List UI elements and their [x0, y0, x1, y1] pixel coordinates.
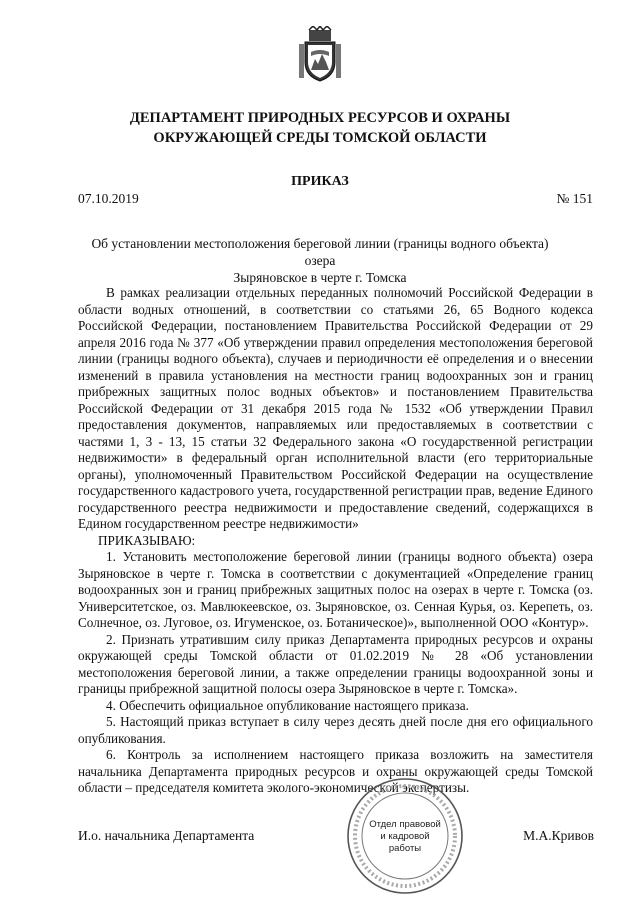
signatory-name: М.А.Кривов: [523, 828, 594, 843]
department-name: [60, 108, 580, 148]
document-number: № 151: [556, 191, 593, 206]
order-item: 1. Установить местоположение береговой линии (границы водного объекта) озера Зыряновское в черте г. Томска в соответствии с документацией «Определение границ водоохранных зон и границ прибрежных защитных полос на озерах в черте г. Томска (оз. Университетское, оз. Мавлюкеевское, оз. Зыряновское, оз. Сенная Курья, оз. Керепеть, оз. Солнечное, оз. Луговое, оз. Игуменское, оз. Ботаническое)», выполненной ООО «Контур».: [78, 549, 593, 630]
order-item: 4. Обеспечить официальное опубликование настоящего приказа.: [106, 697, 469, 713]
order-item: 2. Признать утратившим силу приказ Департамента природных ресурсов и охраны окружающей среды Томской области от 01.02.2019 № 28 «Об установлении местоположения береговой линии, а также определении границы водоохранной зоны и границы прибрежной защитной полосы озера Зыряновское в черте г. Томска».: [78, 631, 593, 696]
document-subject: [80, 235, 560, 286]
subject-line-1: Об установлении местоположения береговой линии (границы водного объекта) озера: [91, 236, 549, 268]
stamp-line-1: Отдел правовой: [369, 819, 441, 830]
department-line-1: ДЕПАРТАМЕНТ ПРИРОДНЫХ РЕСУРСОВ И ОХРАНЫ: [129, 110, 511, 126]
order-word: ПРИКАЗЫВАЮ:: [98, 532, 196, 548]
stamp-text: [352, 819, 458, 855]
subject-line-2: Зыряновское в черте г. Томска: [233, 270, 407, 285]
stamp-line-2: и кадровой: [380, 831, 430, 842]
department-line-2: ОКРУЖАЮЩЕЙ СРЕДЫ ТОМСКОЙ ОБЛАСТИ: [153, 130, 487, 146]
document-date: 07.10.2019: [78, 191, 139, 206]
signatory-position: И.о. начальника Департамента: [78, 828, 255, 843]
stamp-line-3: работы: [388, 843, 422, 854]
document-title: ПРИКАЗ: [291, 174, 349, 189]
order-item: 6. Контроль за исполнением настоящего приказа возложить на заместителя начальника Департамента природных ресурсов и охраны окружающей среды Томской области – председателя комитета эколого-экономической экспертизы.: [78, 747, 593, 795]
preamble-paragraph: В рамках реализации отдельных переданных полномочий Российской Федерации в области водных отношений, в соответствии со статьями 26, 65 Водного кодекса Российской Федерации, постановлением Правительства Российской Федерации от 29 апреля 2016 года № 377 «Об утверждении правил определения местоположения береговой линии (границы водного объекта), случаев и периодичности её определения и о внесении изменений в правила установления на местности границ водоохранных зон и границ прибрежных защитных полос водных объектов» и постановлением Правительства Российской Федерации от 31 декабря 2015 года № 1532 «Об утверждении Правил предоставления документов, направляемых или предоставляемых в соответствии с частями 1, 3 - 13, 15 статьи 32 Федерального закона «О государственной регистрации недвижимости» в федеральный орган исполнительной власти (его территориальные органы), уполномоченный Правительством Российской Федерации на осуществление государственного кадастрового учета, государственной регистрации прав, ведение Единого государственного реестра недвижимости и предоставление сведений, содержащихся в Едином государственном реестре недвижимости»: [78, 285, 593, 531]
document-body: [78, 285, 593, 797]
coat-of-arms-icon: [299, 26, 341, 82]
order-item: 5. Настоящий приказ вступает в силу через десять дней после дня его официального опубликования.: [78, 714, 593, 746]
